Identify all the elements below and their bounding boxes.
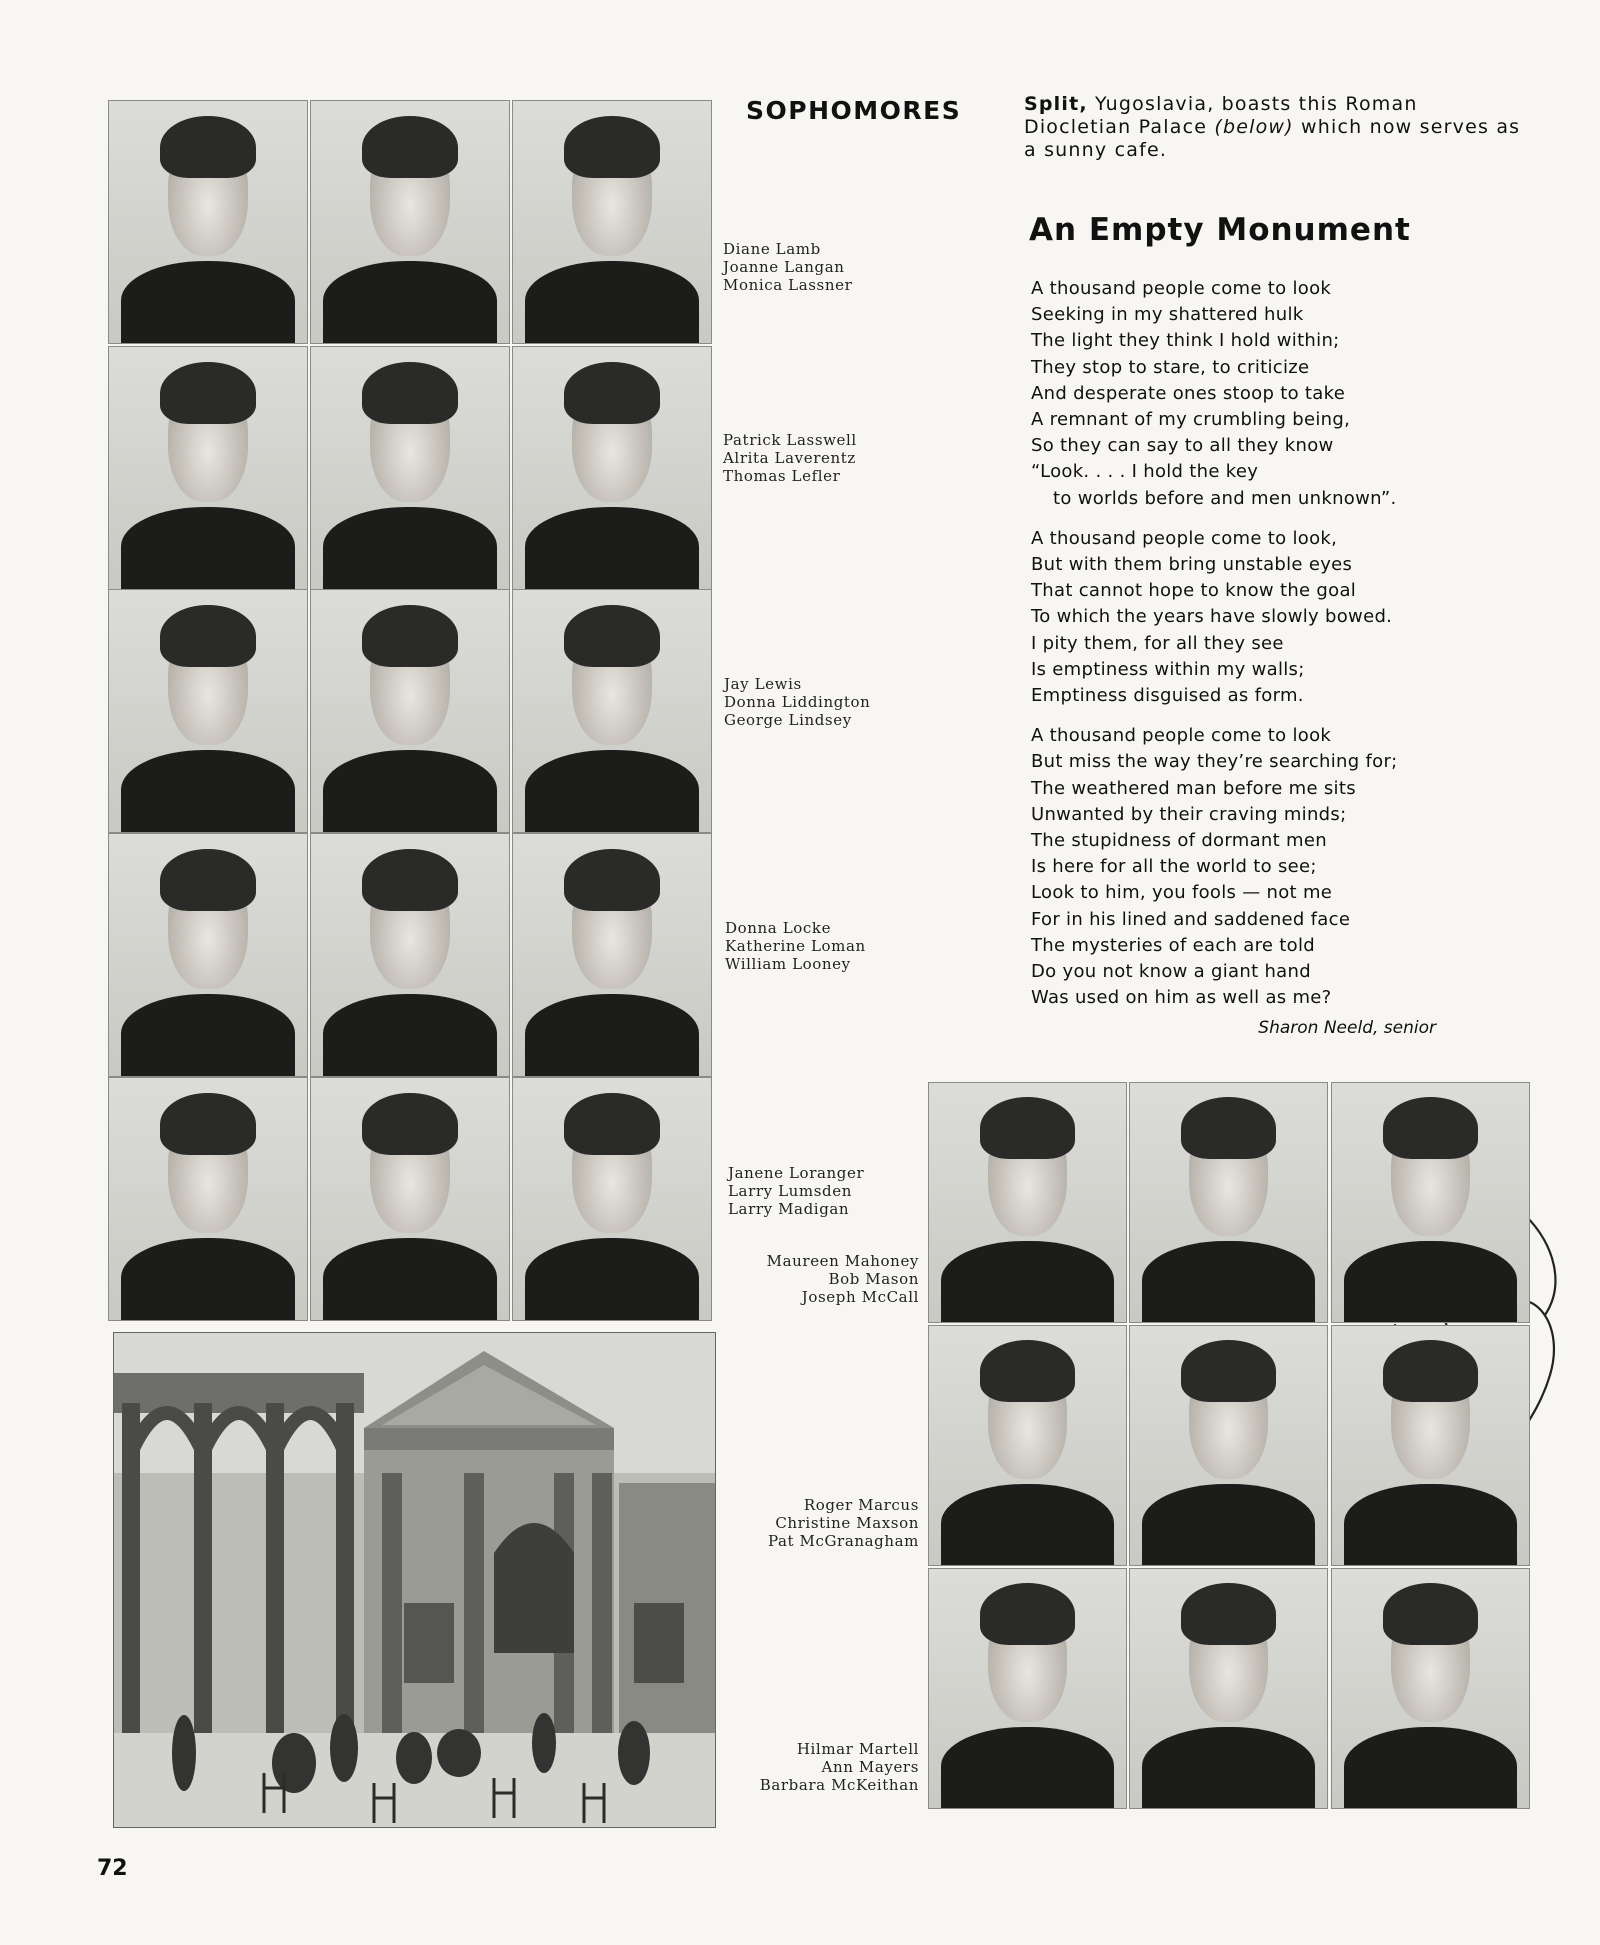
portrait-hair [1383, 1583, 1478, 1645]
portrait-hair [1181, 1097, 1276, 1159]
student-portrait [1129, 1082, 1328, 1323]
poem-line: to worlds before and men unknown”. [1053, 487, 1397, 509]
portrait-hair [980, 1340, 1075, 1402]
student-portrait [1129, 1568, 1328, 1809]
student-name: Alrita Laverentz [723, 449, 856, 467]
portrait-hair [980, 1097, 1075, 1159]
poem-line: So they can say to all they know [1031, 435, 1334, 457]
portrait-hair [564, 362, 659, 425]
student-name: Katherine Loman [725, 937, 866, 955]
student-portrait [108, 1077, 308, 1321]
student-portrait [928, 1082, 1127, 1323]
student-portrait [512, 100, 712, 344]
portrait-body [525, 750, 699, 832]
poem-line: Emptiness disguised as form. [1031, 685, 1304, 707]
student-name: Patrick Lasswell [723, 431, 857, 449]
portrait-body [1344, 1727, 1517, 1808]
student-portrait [310, 1077, 510, 1321]
poem-stanza [1031, 723, 1471, 1011]
section-heading: SOPHOMORES [746, 96, 962, 125]
student-name: Ann Mayers [821, 1758, 919, 1776]
portrait-body [323, 507, 497, 589]
student-name: Thomas Lefler [723, 467, 841, 485]
poem-line: Is emptiness within my walls; [1031, 658, 1305, 680]
student-name: Bob Mason [828, 1270, 919, 1288]
poem-line: A thousand people come to look, [1031, 527, 1338, 549]
portrait-body [121, 1238, 295, 1320]
poem-line: A thousand people come to look [1031, 725, 1332, 747]
portrait-body [1142, 1484, 1315, 1565]
caption-part1: Yugoslavia, boasts this Roman Diocletian Palace [1024, 93, 1418, 138]
portrait-hair [1181, 1340, 1276, 1402]
student-name: Larry Lumsden [728, 1182, 852, 1200]
caption-part2: which now serves as a sunny cafe. [1024, 116, 1521, 161]
portrait-body [941, 1727, 1114, 1808]
portrait-body [121, 507, 295, 589]
portrait-hair [160, 849, 255, 912]
name-group [700, 1496, 919, 1550]
poem-author: Sharon Neeld, senior [1258, 1018, 1436, 1038]
caption-paren: (below) [1214, 116, 1294, 138]
student-portrait [108, 589, 308, 833]
student-portrait [310, 346, 510, 590]
page-number: 72 [97, 1856, 128, 1881]
name-group [723, 240, 852, 294]
portrait-body [323, 750, 497, 832]
poem-line: They stop to stare, to criticize [1031, 356, 1310, 378]
poem-line: Look to him, you fools — not me [1031, 882, 1333, 904]
portrait-body [1344, 1484, 1517, 1565]
poem-line: That cannot hope to know the goal [1031, 580, 1357, 602]
portrait-body [323, 261, 497, 343]
student-portrait [1331, 1325, 1530, 1566]
student-portrait [310, 100, 510, 344]
poem-line: A remnant of my crumbling being, [1031, 409, 1351, 431]
portrait-hair [362, 362, 457, 425]
poem-line: The weathered man before me sits [1031, 777, 1356, 799]
portrait-body [525, 1238, 699, 1320]
portrait-hair [564, 116, 659, 179]
portrait-hair [160, 362, 255, 425]
poem-body [1031, 276, 1471, 1025]
student-portrait [1331, 1568, 1530, 1809]
student-name: Janene Loranger [728, 1164, 865, 1182]
portrait-body [1142, 1241, 1315, 1322]
student-portrait [512, 589, 712, 833]
poem-title: An Empty Monument [1029, 212, 1411, 248]
student-name: William Looney [725, 955, 851, 973]
student-portrait [512, 1077, 712, 1321]
student-portrait [1331, 1082, 1530, 1323]
student-name: Barbara McKeithan [759, 1776, 919, 1794]
poem-line: But with them bring unstable eyes [1031, 554, 1353, 576]
portrait-hair [160, 1093, 255, 1156]
student-name: Larry Madigan [728, 1200, 850, 1218]
portrait-body [121, 261, 295, 343]
palace-photo [113, 1332, 716, 1828]
portrait-body [525, 507, 699, 589]
student-portrait [108, 833, 308, 1077]
poem-line: Do you not know a giant hand [1031, 961, 1311, 983]
student-name: Joanne Langan [723, 258, 845, 276]
portrait-hair [980, 1583, 1075, 1645]
portrait-hair [564, 849, 659, 912]
portrait-hair [362, 849, 457, 912]
student-name: Jay Lewis [724, 675, 802, 693]
poem-line: The mysteries of each are told [1031, 934, 1316, 956]
student-name: Christine Maxson [775, 1514, 919, 1532]
portrait-body [323, 994, 497, 1076]
student-name: Roger Marcus [803, 1496, 919, 1514]
poem-stanza [1031, 526, 1471, 709]
portrait-body [121, 750, 295, 832]
portrait-hair [564, 605, 659, 668]
caption-lead: Split, [1024, 93, 1088, 115]
portrait-hair [362, 1093, 457, 1156]
portrait-body [941, 1241, 1114, 1322]
portrait-hair [160, 116, 255, 179]
poem-line: I pity them, for all they see [1031, 632, 1284, 654]
portrait-hair [362, 116, 457, 179]
poem-line: Seeking in my shattered hulk [1031, 304, 1304, 326]
portrait-body [941, 1484, 1114, 1565]
student-name: George Lindsey [724, 711, 852, 729]
student-portrait [310, 833, 510, 1077]
student-name: Diane Lamb [723, 240, 821, 258]
student-name: Donna Locke [725, 919, 832, 937]
portrait-hair [1181, 1583, 1276, 1645]
name-group [724, 675, 870, 729]
portrait-body [1344, 1241, 1517, 1322]
poem-line: And desperate ones stoop to take [1031, 382, 1346, 404]
poem-line: The stupidness of dormant men [1031, 830, 1327, 852]
student-portrait [310, 589, 510, 833]
poem-line: Unwanted by their craving minds; [1031, 803, 1347, 825]
student-name: Joseph McCall [801, 1288, 919, 1306]
student-portrait [108, 346, 308, 590]
poem-stanza [1031, 276, 1471, 512]
poem-line: The light they think I hold within; [1031, 330, 1340, 352]
name-group [723, 431, 857, 485]
student-portrait [512, 346, 712, 590]
student-name: Maureen Mahoney [766, 1252, 919, 1270]
student-name: Hilmar Martell [796, 1740, 919, 1758]
student-portrait [108, 100, 308, 344]
portrait-body [525, 994, 699, 1076]
poem-line: For in his lined and saddened face [1031, 908, 1351, 930]
name-group [725, 919, 866, 973]
portrait-hair [1383, 1097, 1478, 1159]
student-portrait [928, 1568, 1127, 1809]
poem-line: A thousand people come to look [1031, 278, 1332, 299]
portrait-body [323, 1238, 497, 1320]
poem-line: But miss the way they’re searching for; [1031, 751, 1398, 773]
student-portrait [928, 1325, 1127, 1566]
portrait-body [121, 994, 295, 1076]
student-name: Pat McGranagham [767, 1532, 919, 1550]
name-group [700, 1740, 919, 1794]
poem-line: “Look. . . . I hold the key [1031, 461, 1259, 483]
poem-line: Was used on him as well as me? [1031, 987, 1332, 1009]
diocletian-palace-illustration [114, 1333, 715, 1827]
portrait-body [525, 261, 699, 343]
portrait-hair [564, 1093, 659, 1156]
poem-line: To which the years have slowly bowed. [1031, 606, 1393, 628]
portrait-hair [1383, 1340, 1478, 1402]
student-portrait [512, 833, 712, 1077]
student-name: Donna Liddington [724, 693, 871, 711]
student-name: Monica Lassner [723, 276, 853, 294]
name-group [728, 1164, 864, 1218]
portrait-hair [160, 605, 255, 668]
student-portrait [1129, 1325, 1328, 1566]
photo-caption [1024, 93, 1524, 162]
name-group [700, 1252, 919, 1306]
portrait-hair [362, 605, 457, 668]
portrait-body [1142, 1727, 1315, 1808]
poem-line: Is here for all the world to see; [1031, 856, 1317, 878]
